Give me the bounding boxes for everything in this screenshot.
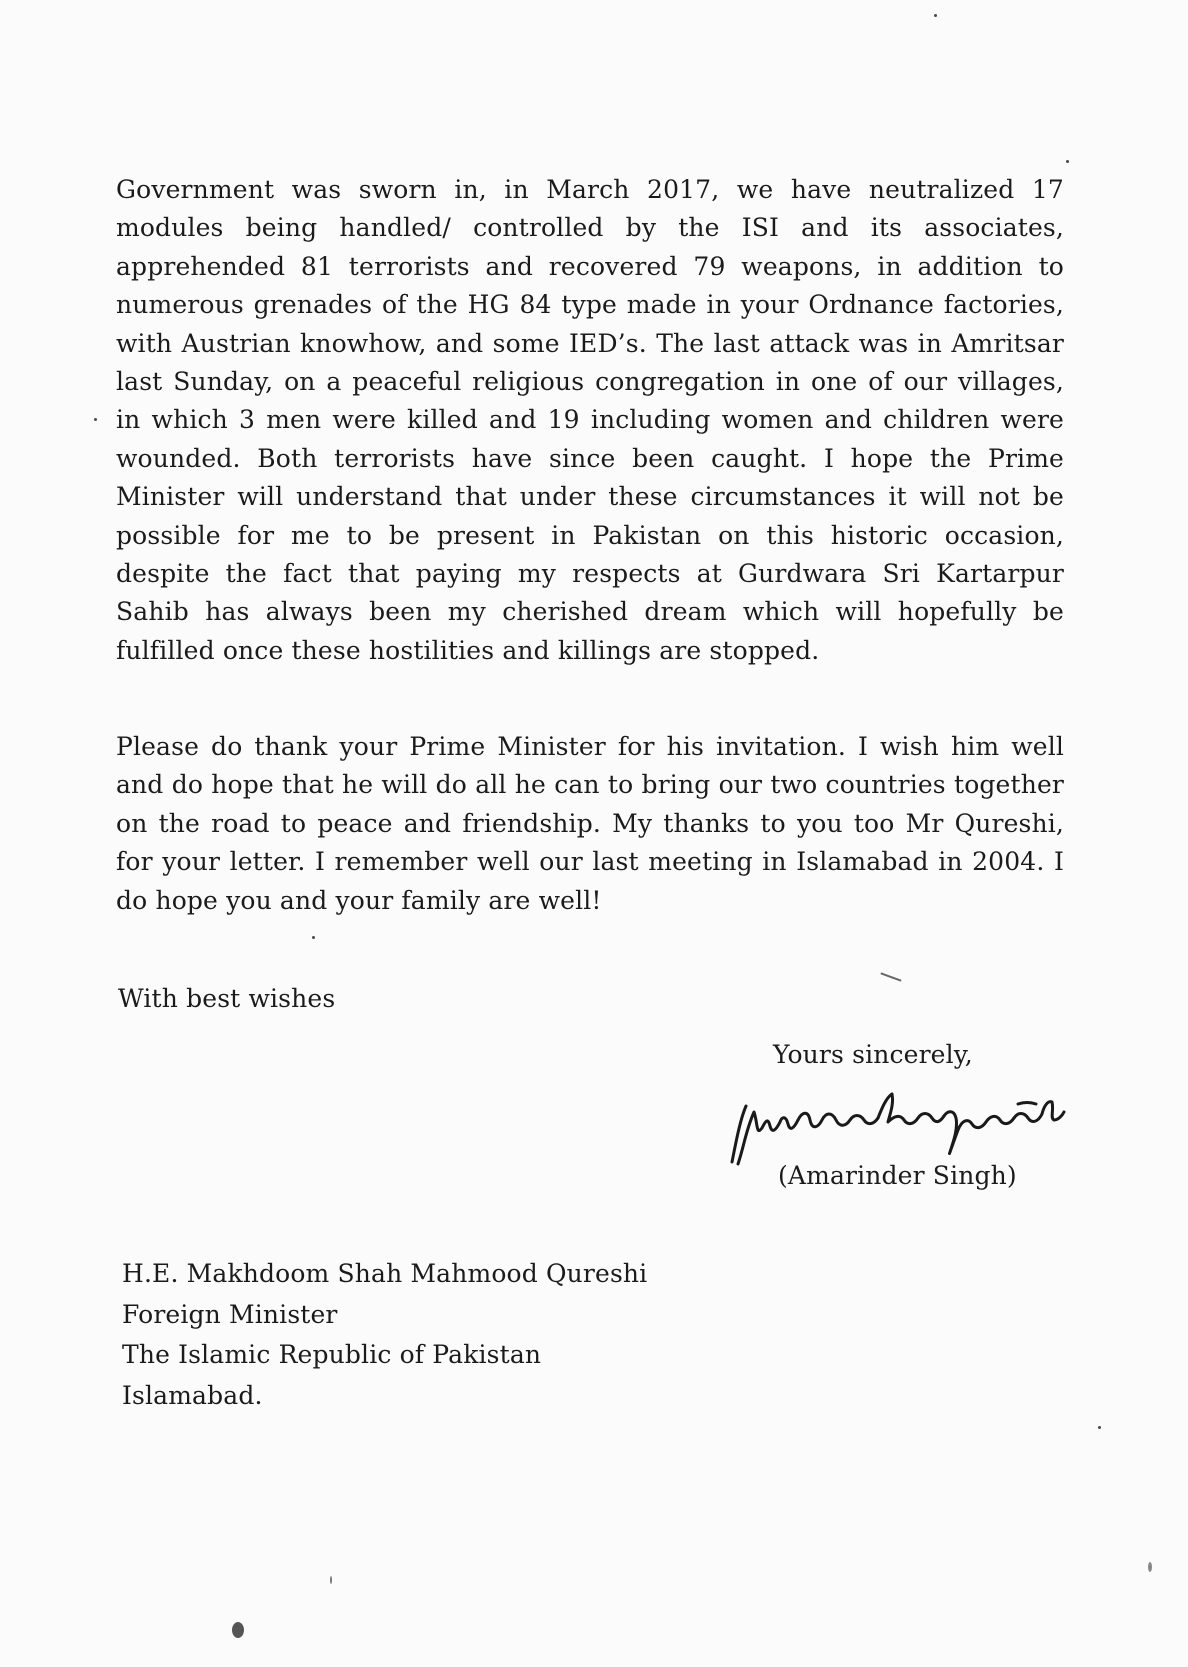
sign-off: Yours sincerely,	[773, 1040, 973, 1069]
signatory-name: (Amarinder Singh)	[778, 1161, 1017, 1190]
paper-speck	[1148, 1562, 1152, 1572]
addressee-city: Islamabad.	[122, 1380, 263, 1410]
paper-speck	[330, 1576, 332, 1584]
paper-speck	[880, 972, 901, 981]
addressee-country: The Islamic Republic of Pakistan	[122, 1340, 542, 1369]
addressee-title: Foreign Minister	[122, 1299, 338, 1329]
closing-line: With best wishes	[118, 984, 336, 1013]
paper-speck	[232, 1622, 244, 1638]
addressee-block	[122, 1254, 647, 1416]
paper-speck	[1098, 1426, 1101, 1429]
paper-speck	[1066, 160, 1069, 163]
paper-speck	[312, 936, 315, 939]
body-paragraph: Government was sworn in, in March 2017, we have neutralized 17 modules being handled/ controlled by the ISI and its associates, apprehended 81 terrorists and recovered 79 weapons, in addition to numerous grenades of the HG 84 type made in your Ordnance factories, with Austrian knowhow, and some IED’s. The last attack was in Amritsar last Sunday, on a peaceful religious congregation in one of our villages, in which 3 men were killed and 19 including women and children were wounded. Both terrorists have since been caught. I hope the Prime Minister will understand that under these circumstances it will not be possible for me to be present in Pakistan on this historic occasion, despite the fact that paying my respects at Gurdwara Sri Kartarpur Sahib has always been my cherished dream which will hopefully be fulfilled once these hostilities and killings are stopped.	[116, 175, 1064, 665]
paper-speck	[934, 14, 937, 17]
body-paragraph: Please do thank your Prime Minister for his invitation. I wish him well and do hope that he will do all he can to bring our two countries together on the road to peace and friendship. My thanks to you too Mr Qureshi, for your letter. I remember well our last meeting in Islamabad in 2004. I do hope you and your family are well!	[116, 732, 1064, 915]
paper-speck	[94, 418, 97, 421]
addressee-name: H.E. Makhdoom Shah Mahmood Qureshi	[122, 1259, 648, 1288]
